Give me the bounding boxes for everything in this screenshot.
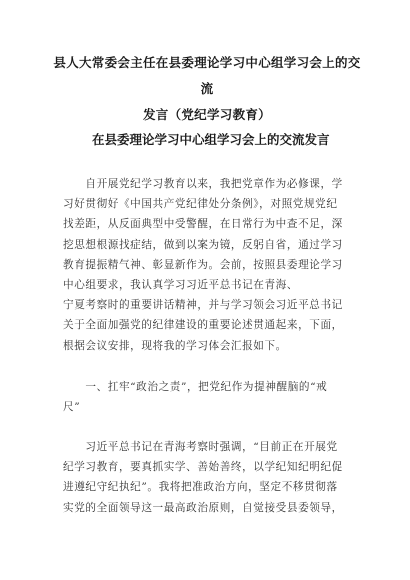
paragraph-line: 自开展党纪学习教育以来，我把党章作为必修课，学 <box>63 178 343 190</box>
subheading-line: 尺” <box>63 401 81 414</box>
paragraph-line: 挖思想根源找症结，做到以案为镜，反躬自省，通过学习 <box>63 238 343 251</box>
subheading-1 <box>63 377 353 417</box>
paragraph-2 <box>63 437 353 518</box>
document-title-line-2: 发言（党纪学习教育） <box>142 107 271 122</box>
section-heading: 在县委理论学习中心组学习会上的交流发言 <box>92 132 330 147</box>
document-title-line-1: 县人大常委会主任在县委理论学习中心组学习会上的交流 <box>53 55 361 96</box>
paragraph-line: 中心组要求，我认真学习习近平总书记在青海、 <box>63 279 299 292</box>
paragraph-line: 习好贯彻好《中国共产党纪律处分条例》，对照党规党纪 <box>63 198 338 211</box>
paragraph-line: 进遵纪守纪执纪”。我将把准政治方向，坚定不移贯彻落 <box>63 481 338 494</box>
paragraph-line: 实党的全面领导这一最高政治原则，自觉接受县委领导， <box>63 501 343 514</box>
paragraph-line: 习近平总书记在青海考察时强调，“目前正在开展党 <box>63 441 338 453</box>
paragraph-line: 纪学习教育，要真抓实学、善始善终，以学纪知纪明纪促 <box>63 461 343 474</box>
paragraph-line: 找差距，从反面典型中受警醒，在日常行为中查不足，深 <box>63 218 343 231</box>
paragraph-1 <box>63 174 353 356</box>
document-title <box>52 50 362 128</box>
paragraph-line: 关于全面加强党的纪律建设的重要论述贯通起来，下面， <box>63 319 343 332</box>
paragraph-line: 根据会议安排，现将我的学习体会汇报如下。 <box>63 339 287 352</box>
paragraph-line: 宁夏考察时的重要讲话精神，并与学习领会习近平总书记 <box>63 299 343 312</box>
subheading-line: 一、扛牢“政治之责”，把党纪作为提神醒脑的“戒 <box>63 381 328 393</box>
paragraph-line: 教育提振精气神、彰显新作为。会前，按照县委理论学习 <box>63 258 343 271</box>
